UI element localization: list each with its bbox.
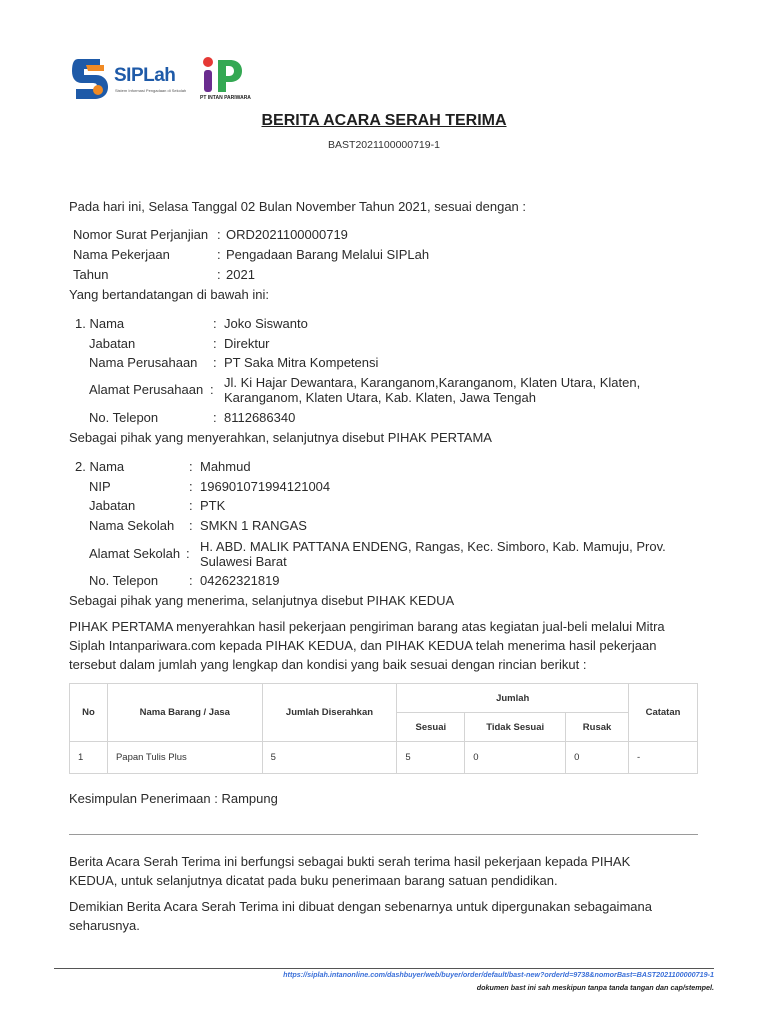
- party2-school-label: Nama Sekolah: [89, 518, 175, 533]
- party2-nip-label: NIP: [89, 479, 111, 494]
- handover-line: Siplah Intanpariwara.com kepada PIHAK KEDUA, dan PIHAK KEDUA telah menerima hasil pekerjaan: [69, 638, 657, 653]
- ip-logo-caption: PT INTAN PARIWARA: [200, 95, 251, 101]
- cell-no: 1: [70, 742, 108, 774]
- party1-position-label: Jabatan: [89, 336, 136, 351]
- party2-phone-value: 04262321819: [200, 573, 280, 588]
- party2-nip-value: 196901071994121004: [200, 479, 331, 494]
- contract-label: Nomor Surat Perjanjian: [73, 227, 209, 242]
- cell-tidak-sesuai: 0: [465, 742, 566, 774]
- header-rusak: Rusak: [566, 713, 629, 742]
- party1-address-label: Alamat Perusahaan: [89, 382, 204, 397]
- contract-number-value: ORD2021100000719: [226, 227, 348, 242]
- handover-line: PIHAK PERTAMA menyerahkan hasil pekerjaan pengiriman barang atas kegiatan jual-beli melalui Mitra: [69, 619, 665, 634]
- job-name-value: Pengadaan Barang Melalui SIPLah: [226, 247, 430, 262]
- closing-line: KEDUA, untuk selanjutnya dicatat pada buku penerimaan barang satuan pendidikan.: [69, 873, 558, 888]
- siplah-logo-tagline: Sistem Informasi Pengadaan di Sekolah: [115, 88, 187, 93]
- party1-address-line2: Karanganom, Klaten Utara, Kab. Klaten, Jawa Tengah: [224, 390, 536, 405]
- party2-position-label: Jabatan: [89, 498, 136, 513]
- siplah-logo: [70, 55, 190, 101]
- intan-pariwara-logo: [196, 54, 258, 102]
- closing-line: Demikian Berita Acara Serah Terima ini dibuat dengan sebenarnya untuk dipergunakan sebagaimana: [69, 899, 652, 914]
- document-title: BERITA ACARA SERAH TERIMA: [261, 112, 507, 129]
- contract-colon: :: [217, 267, 221, 282]
- party2-address-line2: Sulawesi Barat: [200, 554, 287, 569]
- handover-line: tersebut dalam jumlah yang lengkap dan kondisi yang baik sesuai dengan rincian berikut :: [69, 657, 587, 672]
- party1-company-value: PT Saka Mitra Kompetensi: [224, 355, 379, 370]
- header-sesuai: Sesuai: [397, 713, 465, 742]
- party1-phone-label: No. Telepon: [89, 410, 159, 425]
- party2-name-label: 2. Nama: [75, 459, 125, 474]
- party2-phone-label: No. Telepon: [89, 573, 159, 588]
- header-notes: Catatan: [629, 684, 698, 742]
- party2-address-label: Alamat Sekolah: [89, 546, 181, 561]
- ip-logo-mark: [196, 54, 258, 94]
- cell-item-name: Papan Tulis Plus: [107, 742, 262, 774]
- party2-school-value: SMKN 1 RANGAS: [200, 518, 307, 533]
- header-no: No: [70, 684, 108, 742]
- party2-address-line1: H. ABD. MALIK PATTANA ENDENG, Rangas, Kec. Simboro, Kab. Mamuju, Prov.: [200, 539, 666, 554]
- cell-rusak: 0: [566, 742, 629, 774]
- field-colon: :: [213, 410, 217, 425]
- intro-text: Pada hari ini, Selasa Tanggal 02 Bulan November Tahun 2021, sesuai dengan :: [69, 199, 527, 214]
- document-number: BAST2021100000719-1: [328, 139, 440, 151]
- header-item-name: Nama Barang / Jasa: [107, 684, 262, 742]
- field-colon: :: [213, 336, 217, 351]
- field-colon: :: [189, 459, 193, 474]
- header-jumlah: Jumlah: [397, 684, 629, 713]
- cell-sesuai: 5: [397, 742, 465, 774]
- closing-line: seharusnya.: [69, 918, 140, 933]
- contract-label: Tahun: [73, 267, 109, 282]
- cell-qty: 5: [262, 742, 397, 774]
- validity-note: dokumen bast ini sah meskipun tanpa tanda tangan dan cap/stempel.: [476, 983, 714, 992]
- year-value: 2021: [226, 267, 255, 282]
- header-tidak-sesuai: Tidak Sesuai: [465, 713, 566, 742]
- party1-role: Sebagai pihak yang menyerahkan, selanjutnya disebut PIHAK PERTAMA: [69, 430, 492, 445]
- party1-company-label: Nama Perusahaan: [89, 355, 198, 370]
- field-colon: :: [189, 518, 193, 533]
- party1-name-label: 1. Nama: [75, 316, 125, 331]
- document-url-link[interactable]: https://siplah.intanonline.com/dashbuyer/web/buyer/order/default/bast-new?orderId=9738&nomorBast=BAST2021100000719-1: [283, 970, 714, 979]
- field-colon: :: [189, 498, 193, 513]
- signatories-intro: Yang bertandatangan di bawah ini:: [69, 287, 269, 302]
- siplah-logo-text: SIPLah: [114, 65, 176, 86]
- party1-name-value: Joko Siswanto: [224, 316, 308, 331]
- contract-colon: :: [217, 247, 221, 262]
- field-colon: :: [213, 316, 217, 331]
- party2-role: Sebagai pihak yang menerima, selanjutnya disebut PIHAK KEDUA: [69, 593, 455, 608]
- field-colon: :: [213, 355, 217, 370]
- header-qty-delivered: Jumlah Diserahkan: [262, 684, 397, 742]
- field-colon: :: [210, 382, 214, 397]
- table-row: [70, 742, 698, 774]
- contract-label: Nama Pekerjaan: [73, 247, 170, 262]
- party1-address-line1: Jl. Ki Hajar Dewantara, Karanganom,Karanganom, Klaten Utara, Klaten,: [224, 375, 641, 390]
- closing-line: Berita Acara Serah Terima ini berfungsi sebagai bukti serah terima hasil pekerjaan kepada PIHAK: [69, 854, 631, 869]
- footer-divider: [54, 968, 714, 969]
- conclusion-text: Kesimpulan Penerimaan : Rampung: [69, 791, 278, 806]
- divider: [69, 834, 698, 835]
- items-table: [69, 683, 698, 774]
- party2-position-value: PTK: [200, 498, 226, 513]
- party2-name-value: Mahmud: [200, 459, 251, 474]
- party1-phone-value: 8112686340: [224, 410, 296, 425]
- field-colon: :: [189, 573, 193, 588]
- field-colon: :: [189, 479, 193, 494]
- party1-position-value: Direktur: [224, 336, 270, 351]
- cell-notes: -: [629, 742, 698, 774]
- field-colon: :: [186, 546, 190, 561]
- contract-colon: :: [217, 227, 221, 242]
